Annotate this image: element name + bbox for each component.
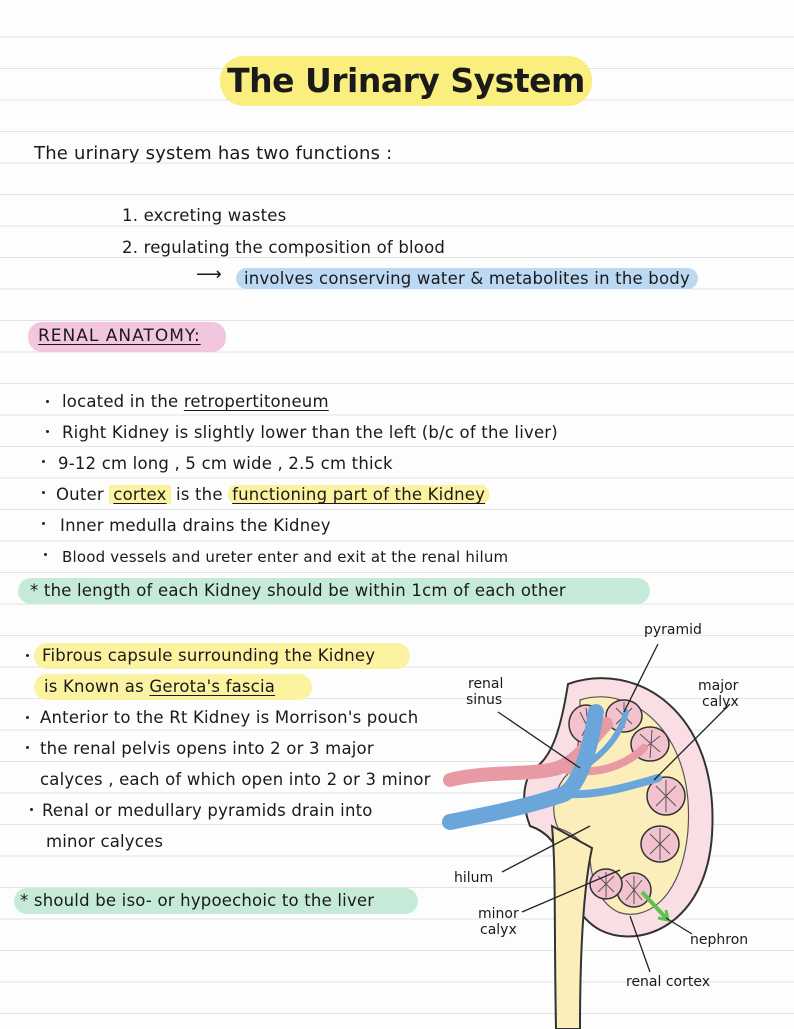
label-major-calyx-1: major [698,678,739,694]
function-item-1: 1. excreting wastes [122,206,287,225]
bullet-right-kidney: Right Kidney is slightly lower than the left (b/c of the liver) [62,423,558,442]
label-renal-sinus-2: sinus [466,692,503,708]
kidney-diagram [430,600,794,1029]
bullet-pyramids: Renal or medullary pyramids drain into [42,801,373,820]
bullet-icon [26,746,29,749]
bullet-text: Outer [56,485,110,504]
bullet-morrisons-pouch: Anterior to the Rt Kidney is Morrison's pouch [40,708,419,727]
functioning-part-term: functioning part of the Kidney [228,485,489,504]
label-nephron: nephron [690,932,749,948]
capsule-text: is Known as [44,677,150,696]
bullet-icon [44,553,47,556]
bullet-renal-pelvis-cont: calyces , each of which open into 2 or 3 minor [40,770,431,789]
bullet-medulla: Inner medulla drains the Kidney [60,516,331,535]
bullet-hilum: Blood vessels and ureter enter and exit at the renal hilum [62,548,509,566]
label-renal-sinus-1: renal [468,676,504,692]
capsule-line-2 [44,677,275,696]
star-note-2: * should be iso- or hypoechoic to the liver [20,891,375,910]
bullet-text: is the [170,485,229,504]
label-minor-calyx-1: minor [478,906,519,922]
label-renal-cortex: renal cortex [626,974,711,990]
nephron-leader [666,918,692,934]
page-title: The Urinary System [220,56,592,106]
bullet-icon [46,430,49,433]
cortex-term: cortex [109,485,170,504]
bullet-icon [42,491,45,494]
bullet-icon [42,522,45,525]
retroperitoneum-term: retropertitoneum [183,392,329,411]
bullet-renal-pelvis: the renal pelvis opens into 2 or 3 major [40,739,374,758]
bullet-dimensions: 9-12 cm long , 5 cm wide , 2.5 cm thick [58,454,393,473]
arrow-icon: ⟶ [196,264,223,285]
label-hilum: hilum [454,870,494,886]
function-item-2: 2. regulating the composition of blood [122,238,446,257]
function-note: involves conserving water & metabolites in the body [236,268,698,289]
gerotas-fascia-term: Gerota's fascia [149,677,276,696]
bullet-pyramids-cont: minor calyces [46,832,164,851]
bullet-icon [46,400,49,403]
label-minor-calyx-2: calyx [480,922,517,938]
bullet-icon [30,808,33,811]
bullet-icon [26,716,29,719]
renal-anatomy-heading-text: RENAL ANATOMY: [38,326,201,346]
capsule-line-1: Fibrous capsule surrounding the Kidney [42,646,376,665]
bullet-text: located in the [62,392,184,411]
intro-text: The urinary system has two functions : [34,143,393,164]
label-major-calyx-2: calyx [702,694,739,710]
star-note-1: * the length of each Kidney should be within 1cm of each other [30,581,566,600]
label-pyramid: pyramid [644,622,702,638]
bullet-icon [26,654,29,657]
bullet-retroperitoneum [62,392,329,411]
bullet-cortex [56,485,489,504]
bullet-icon [42,460,45,463]
renal-anatomy-heading [28,322,226,352]
ureter [552,826,592,1029]
